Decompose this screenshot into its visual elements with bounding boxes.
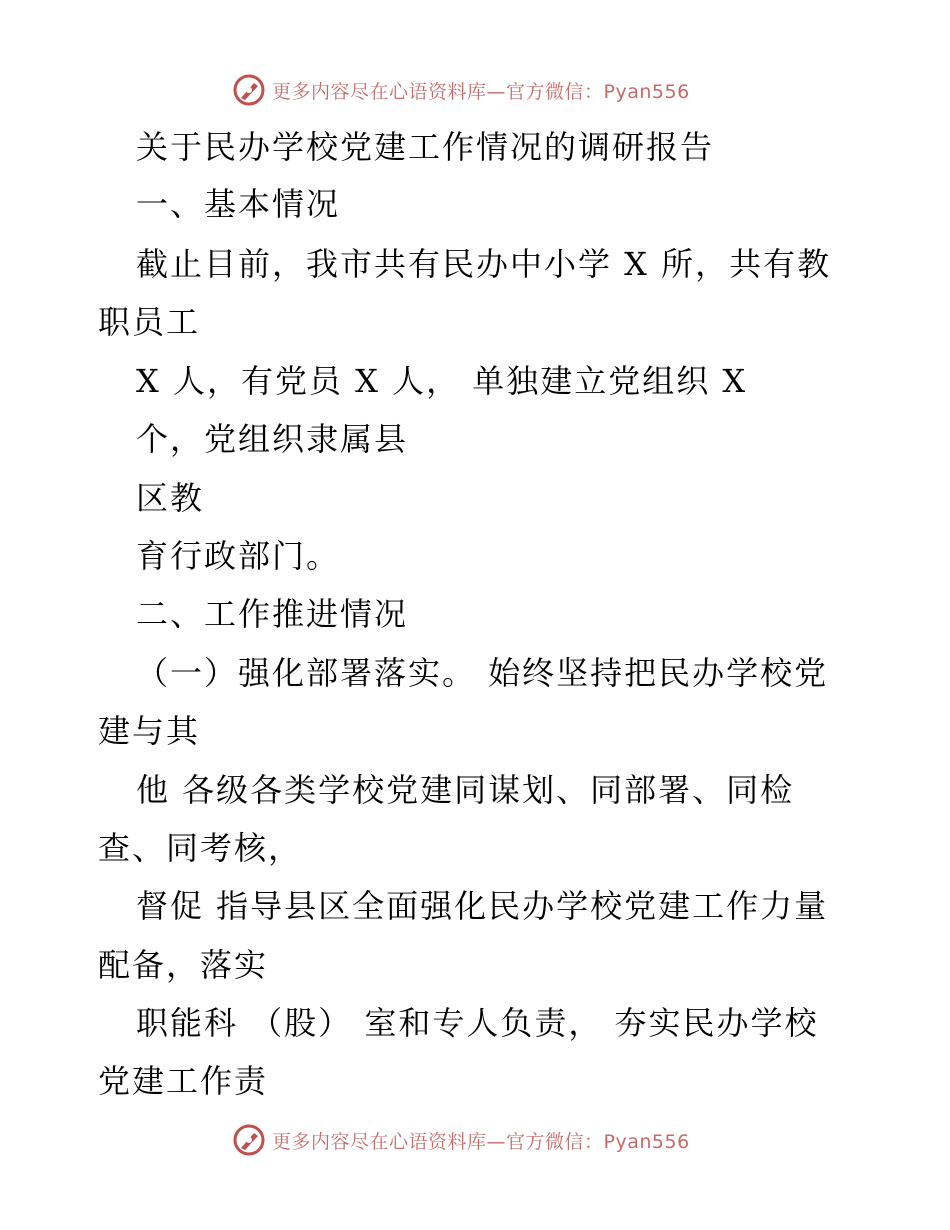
section-heading: 一、基本情况 <box>136 185 341 223</box>
document-title: 关于民办学校党建工作情况的调研报告 <box>136 128 715 166</box>
paragraph-line: 建与其 <box>98 712 201 750</box>
paragraph-line: X 人，有党员 X 人， 单独建立党组织 X <box>136 362 748 400</box>
paragraph-line: 查、同考核， <box>98 829 303 867</box>
pen-logo-icon <box>232 1123 266 1157</box>
paragraph-line: 育行政部门。 <box>136 537 341 575</box>
pen-logo-icon <box>232 73 266 107</box>
footer-watermark <box>232 1120 732 1160</box>
paragraph-line: 个，党组织隶属县 <box>136 420 409 458</box>
paragraph-line: 职员工 <box>98 303 201 341</box>
watermark-text: 更多内容尽在心语资料库—官方微信：Pyan556 <box>272 80 690 103</box>
paragraph-line: 党建工作责 <box>98 1062 269 1100</box>
paragraph-line: 配备，落实 <box>98 946 269 984</box>
paragraph-line: 督促 指导县区全面强化民办学校党建工作力量 <box>136 887 829 925</box>
paragraph-line: 职能科 （股） 室和专人负责， 夯实民办学校 <box>136 1004 819 1042</box>
watermark-text: 更多内容尽在心语资料库—官方微信：Pyan556 <box>272 1130 690 1153</box>
header-watermark <box>232 70 732 110</box>
paragraph-line: 他 各级各类学校党建同谋划、同部署、同检 <box>136 771 795 809</box>
section-heading: 二、工作推进情况 <box>136 595 409 633</box>
paragraph-line: 区教 <box>136 479 205 517</box>
paragraph-line: 截止目前，我市共有民办中小学 X 所，共有教 <box>136 245 832 283</box>
paragraph-line: （一）强化部署落实。 始终坚持把民办学校党 <box>136 654 829 692</box>
